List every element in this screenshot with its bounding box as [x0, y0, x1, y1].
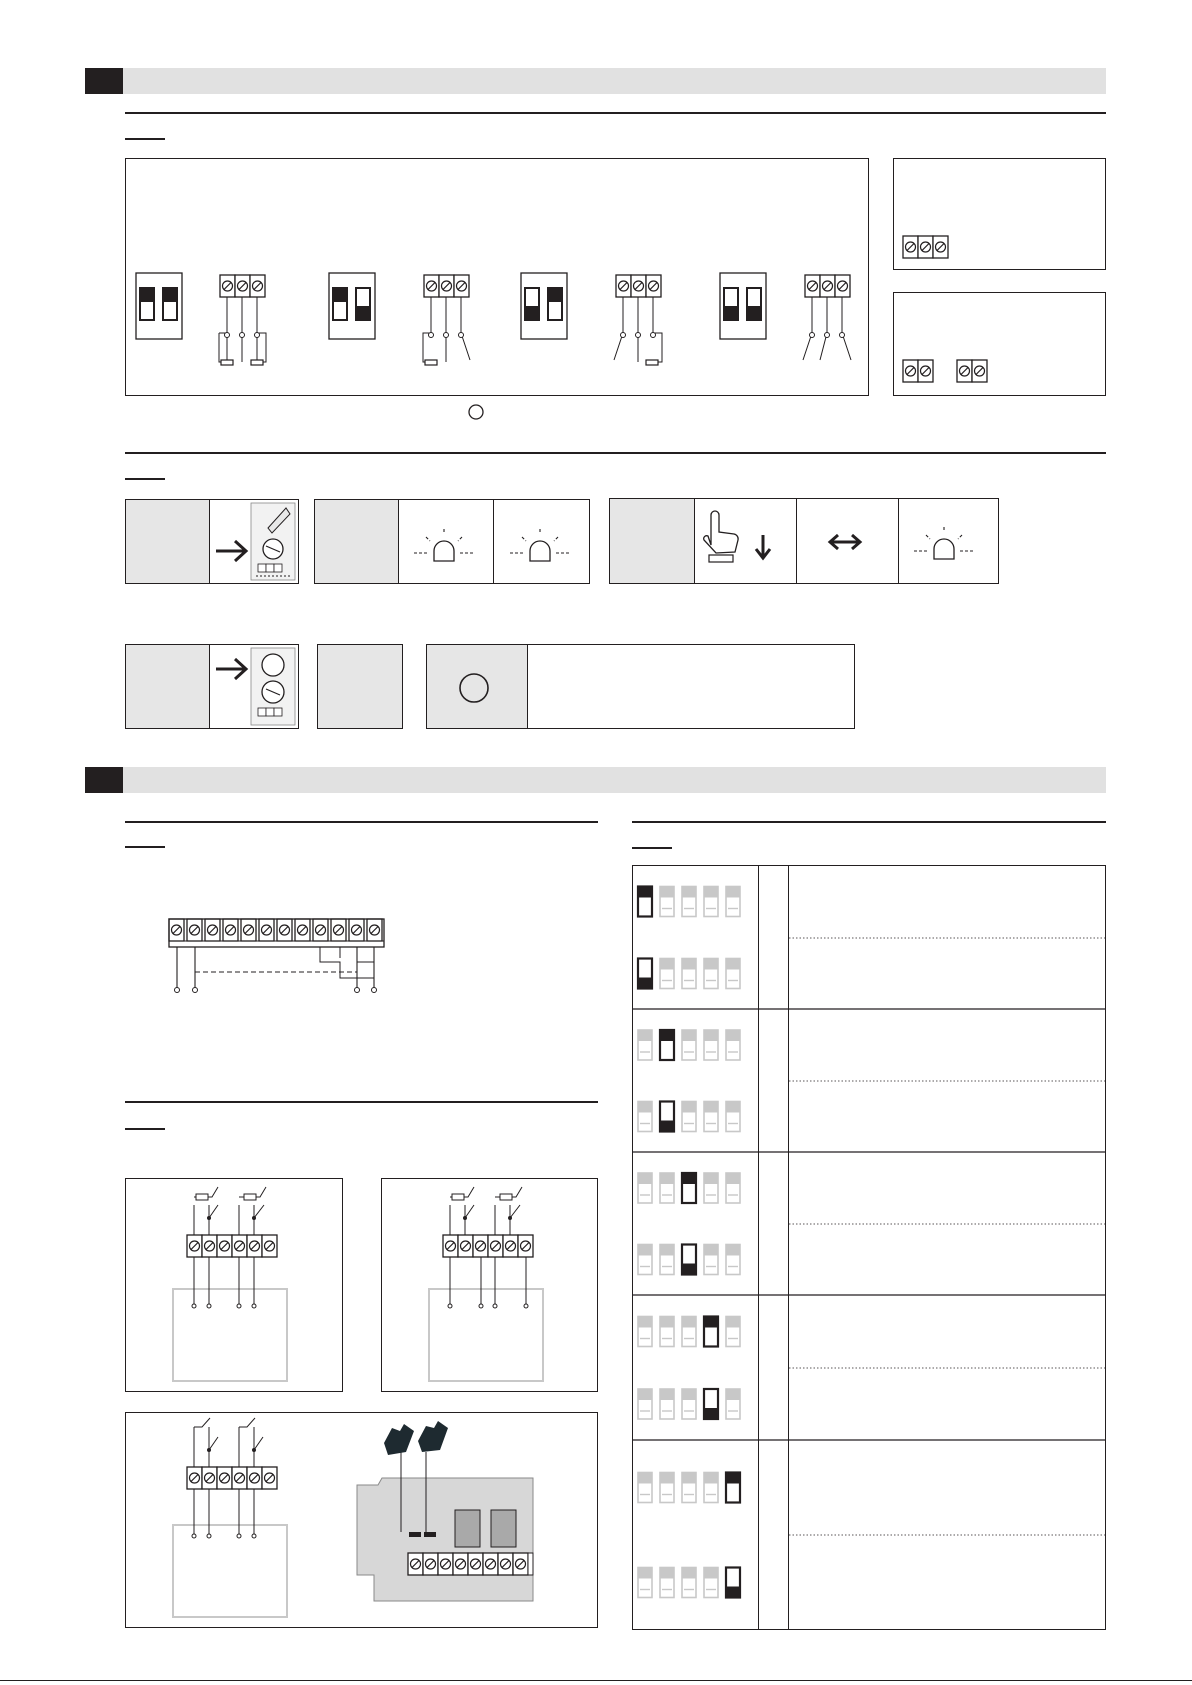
dip-switch-5 [726, 1102, 740, 1132]
dip-switch-5 [726, 1173, 740, 1203]
dip-switch-5 [726, 1245, 740, 1275]
dip-switch-4 [704, 1102, 718, 1132]
dip-switch-2 [660, 1030, 674, 1060]
dip-switch-5 [726, 1030, 740, 1060]
dip-switch-2 [660, 1245, 674, 1275]
dip-switch-3 [682, 1245, 696, 1275]
dip-switch-2 [660, 959, 674, 989]
dip-switch-4 [704, 1173, 718, 1203]
dip-switch-1 [638, 1245, 652, 1275]
dip-switch-4 [704, 1030, 718, 1060]
dip-switch-3 [682, 959, 696, 989]
dip-switch-2 [660, 1568, 674, 1598]
dip-switch-3 [682, 887, 696, 917]
dip-switch-4 [704, 1389, 718, 1419]
dip-switch-2 [660, 1317, 674, 1347]
dip-switch-1 [638, 1030, 652, 1060]
dip-switch-1 [638, 1102, 652, 1132]
dip-switch-5 [726, 959, 740, 989]
dip-switch-5 [726, 887, 740, 917]
dip-switch-2 [660, 1102, 674, 1132]
dip-switch-5 [726, 1568, 740, 1598]
dip-switch-1 [638, 1568, 652, 1598]
dip-switch-1 [638, 1389, 652, 1419]
dip-switch-2 [660, 1173, 674, 1203]
dip-switch-4 [704, 959, 718, 989]
dip-switch-1 [638, 1317, 652, 1347]
dip-switch-1 [638, 959, 652, 989]
dip-switch-4 [704, 1317, 718, 1347]
dip-switch-3 [682, 1473, 696, 1503]
dip-switch-2 [660, 1473, 674, 1503]
dip-switch-2 [660, 887, 674, 917]
dip-switch-1 [638, 1173, 652, 1203]
dip-switch-3 [682, 1173, 696, 1203]
dip-switch-3 [682, 1317, 696, 1347]
dip-switch-3 [682, 1102, 696, 1132]
dip-switch-4 [704, 1568, 718, 1598]
dip-switch-2 [660, 1389, 674, 1419]
dip-switch-1 [638, 1473, 652, 1503]
dip-switch-4 [704, 1245, 718, 1275]
dip-switch-5 [726, 1389, 740, 1419]
dip-switch-1 [638, 887, 652, 917]
dip-switch-5 [726, 1473, 740, 1503]
dip-switch-4 [704, 1473, 718, 1503]
dip-switch-5 [726, 1317, 740, 1347]
dip-switch-3 [682, 1389, 696, 1419]
dip-switch-4 [704, 887, 718, 917]
dip-switch-3 [682, 1568, 696, 1598]
dip-switch-3 [682, 1030, 696, 1060]
page-bottom-edge [0, 1680, 1192, 1681]
